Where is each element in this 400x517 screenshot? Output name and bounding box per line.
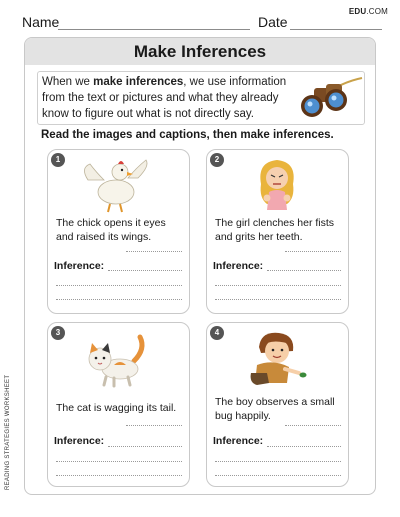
card-4 (206, 322, 349, 487)
inference-label: Inference: (54, 260, 105, 272)
instruction-text: Read the images and captions, then make inferences. (41, 129, 334, 141)
side-label: READING STRATEGIES WORKSHEET (5, 374, 11, 490)
brand-logo: EDU.COM (348, 7, 388, 16)
intro-box (37, 71, 365, 125)
chick-icon (76, 154, 156, 214)
card-caption: The chick opens it eyes and raised its wings. (56, 217, 166, 243)
writing-line[interactable] (56, 475, 182, 476)
writing-line[interactable] (267, 446, 341, 447)
card-number-badge: 4 (210, 326, 224, 340)
worksheet-panel (24, 37, 376, 495)
writing-line[interactable] (56, 285, 182, 286)
writing-line[interactable] (126, 425, 182, 426)
writing-line[interactable] (126, 251, 182, 252)
name-line[interactable] (58, 29, 250, 30)
card-number-badge: 2 (210, 153, 224, 167)
angry-girl-icon (251, 154, 303, 214)
date-label: Date (258, 14, 288, 30)
card-caption: The boy observes a small bug happily. (215, 396, 335, 422)
card-number-badge: 3 (51, 326, 65, 340)
writing-line[interactable] (215, 285, 341, 286)
writing-line[interactable] (285, 425, 341, 426)
writing-line[interactable] (285, 251, 341, 252)
writing-line[interactable] (267, 270, 341, 271)
card-caption: The cat is wagging its tail. (56, 402, 177, 414)
writing-line[interactable] (56, 299, 182, 300)
writing-line[interactable] (108, 270, 182, 271)
writing-line[interactable] (215, 475, 341, 476)
card-caption: The girl clenches her fists and grits her teeth. (215, 217, 335, 243)
inference-label: Inference: (213, 435, 264, 447)
card-1 (47, 149, 190, 314)
binoculars-icon (292, 76, 364, 122)
boy-bug-icon (243, 327, 313, 389)
writing-line[interactable] (108, 446, 182, 447)
writing-line[interactable] (215, 461, 341, 462)
inference-label: Inference: (213, 260, 264, 272)
date-line[interactable] (290, 29, 382, 30)
card-number-badge: 1 (51, 153, 65, 167)
writing-line[interactable] (56, 461, 182, 462)
card-2 (206, 149, 349, 314)
intro-text: When we make inferences, we use information from the text or pictures and what they already know to figure out what is not directly say. (42, 76, 287, 120)
title-band (25, 38, 375, 65)
header-row (22, 14, 382, 32)
card-3 (47, 322, 190, 487)
cat-icon (84, 331, 150, 389)
name-label: Name (22, 14, 60, 30)
writing-line[interactable] (215, 299, 341, 300)
page-title: Make Inferences (133, 42, 267, 61)
inference-label: Inference: (54, 435, 105, 447)
